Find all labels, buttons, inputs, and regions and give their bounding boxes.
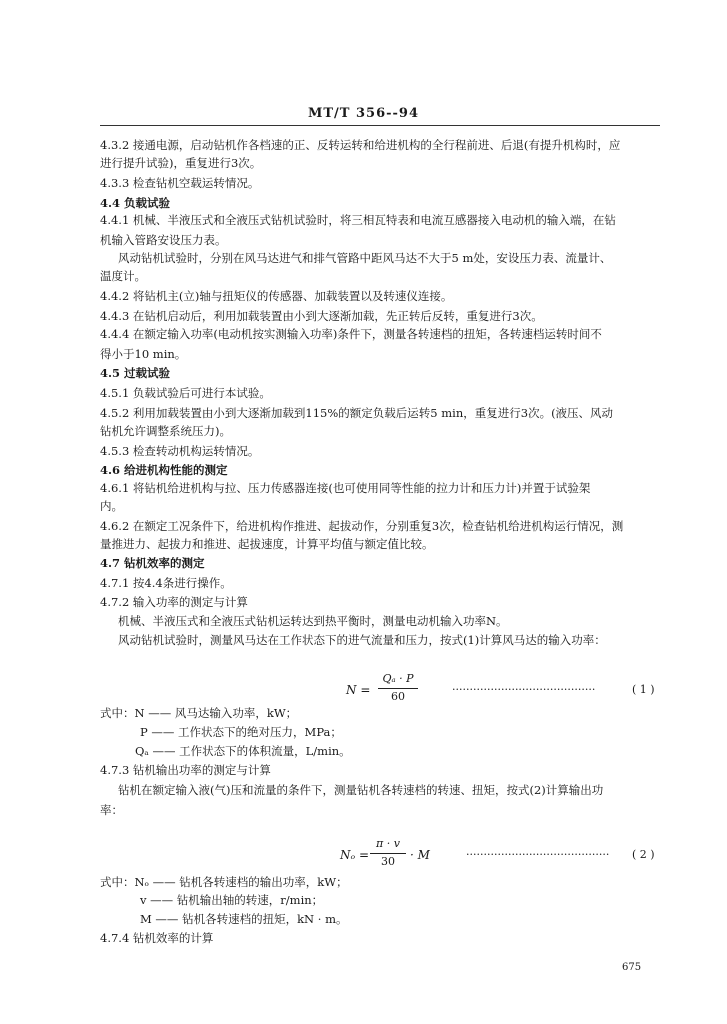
body-text-line: 机输入管路安设压力表。: [100, 233, 227, 247]
formula-1-variable-definition: 式中：N —— 风马达输入功率，kW；: [100, 706, 298, 720]
body-text-line: 钻机在额定输入液(气)压和流量的条件下，测量钻机各转速档的转速、扭矩，按式(2)计算输出功: [118, 783, 604, 797]
body-text-line: 4.5.1 负载试验后可进行本试验。: [100, 386, 271, 400]
formula-2-fraction-bar: [370, 853, 406, 854]
section-heading: 4.6 给进机构性能的测定: [100, 463, 228, 477]
header-rule: [100, 125, 660, 126]
formula-1-lhs: N =: [346, 683, 371, 697]
body-text-line: 量推进力、起拔力和推进、起拔速度，计算平均值与额定值比较。: [100, 537, 434, 551]
formula-1-dots: ·········································: [452, 683, 596, 696]
body-text-line: 4.6.2 在额定工况条件下，给进机构作推进、起拔动作，分别重复3次，检查钻机给进机构运行情况，测: [100, 519, 624, 533]
body-text-line: 机械、半液压式和全液压式钻机运转达到热平衡时，测量电动机输入功率N。: [118, 614, 508, 628]
formula-1-variable-definition: Qₐ —— 工作状态下的体积流量，L/min。: [135, 744, 351, 758]
section-heading: 4.5 过载试验: [100, 366, 171, 380]
formula-2-lhs: Nₒ =: [340, 848, 369, 862]
formula-1-fraction-bar: [378, 688, 418, 689]
page-number: 675: [622, 962, 642, 973]
body-text-line: 风动钻机试验时，测量风马达在工作状态下的进气流量和压力，按式(1)计算风马达的输入功率：: [118, 633, 606, 647]
formula-2-variable-definition: M —— 钻机各转速档的扭矩，kN · m。: [140, 912, 348, 926]
body-text-line: 4.7.3 钻机输出功率的测定与计算: [100, 763, 271, 777]
body-text-line: 4.4.1 机械、半液压式和全液压式钻机试验时，将三相瓦特表和电流互感器接入电动机的输入端，在钻: [100, 213, 616, 227]
formula-2-rhs: · M: [410, 848, 430, 862]
body-text-line: 钻机允许调整系统压力)。: [100, 424, 231, 438]
body-text-line: 4.5.2 利用加载装置由小到大逐渐加载到115%的额定负载后运转5 min，重复进行3次。(液压、风动: [100, 406, 614, 420]
body-text-line: 4.7.1 按4.4条进行操作。: [100, 576, 232, 590]
body-text-line: 得小于10 min。: [100, 347, 187, 361]
body-text-line: 4.3.3 检查钻机空载运转情况。: [100, 176, 260, 190]
formula-2-variable-definition: 式中：Nₒ —— 钻机各转速档的输出功率，kW；: [100, 875, 348, 889]
body-text-line: 4.4.3 在钻机启动后，利用加载装置由小到大逐渐加载，先正转后反转，重复进行3次。: [100, 309, 543, 323]
body-text-line: 进行提升试验)，重复进行3次。: [100, 156, 262, 170]
body-text-line: 4.4.4 在额定输入功率(电动机按实测输入功率)条件下，测量各转速档的扭矩，各转速档运转时间不: [100, 327, 602, 341]
formula-1-numerator: Qₐ · P: [382, 672, 414, 685]
body-text-line: 风动钻机试验时，分别在风马达进气和排气管路中距风马达不大于5 m处，安设压力表、流量计、: [118, 251, 612, 265]
body-text-line: 温度计。: [100, 269, 146, 283]
body-text-line: 4.5.3 检查转动机构运转情况。: [100, 444, 260, 458]
formula-2-variable-definition: v —— 钻机输出轴的转速，r/min；: [140, 893, 324, 907]
section-heading: 4.7 钻机效率的测定: [100, 556, 205, 570]
formula-2-numerator: π · v: [376, 837, 400, 850]
body-text-line: 内。: [100, 499, 123, 513]
body-text-line: 4.3.2 接通电源，启动钻机作各档速的正、反转运转和给进机构的全行程前进、后退(有提升机构时，应: [100, 138, 621, 152]
formula-2-number: ( 2 ): [632, 848, 655, 861]
formula-2-dots: ·········································: [466, 848, 610, 861]
body-text-line: 4.6.1 将钻机给进机构与拉、压力传感器连接(也可使用同等性能的拉力计和压力计)并置于试验架: [100, 481, 591, 495]
section-heading-4-7-4: 4.7.4 钻机效率的计算: [100, 931, 214, 945]
formula-2-denominator: 30: [381, 855, 395, 868]
body-text-line: 率：: [100, 803, 123, 817]
formula-1-number: ( 1 ): [632, 683, 655, 696]
formula-1-denominator: 60: [391, 690, 405, 703]
body-text-line: 4.7.2 输入功率的测定与计算: [100, 595, 248, 609]
page-header: MT/T 356--94: [307, 106, 420, 121]
formula-1-variable-definition: P —— 工作状态下的绝对压力，MPa；: [140, 725, 342, 739]
body-text-line: 4.4.2 将钻机主(立)轴与扭矩仪的传感器、加载装置以及转速仪连接。: [100, 289, 453, 303]
section-heading: 4.4 负载试验: [100, 196, 171, 210]
